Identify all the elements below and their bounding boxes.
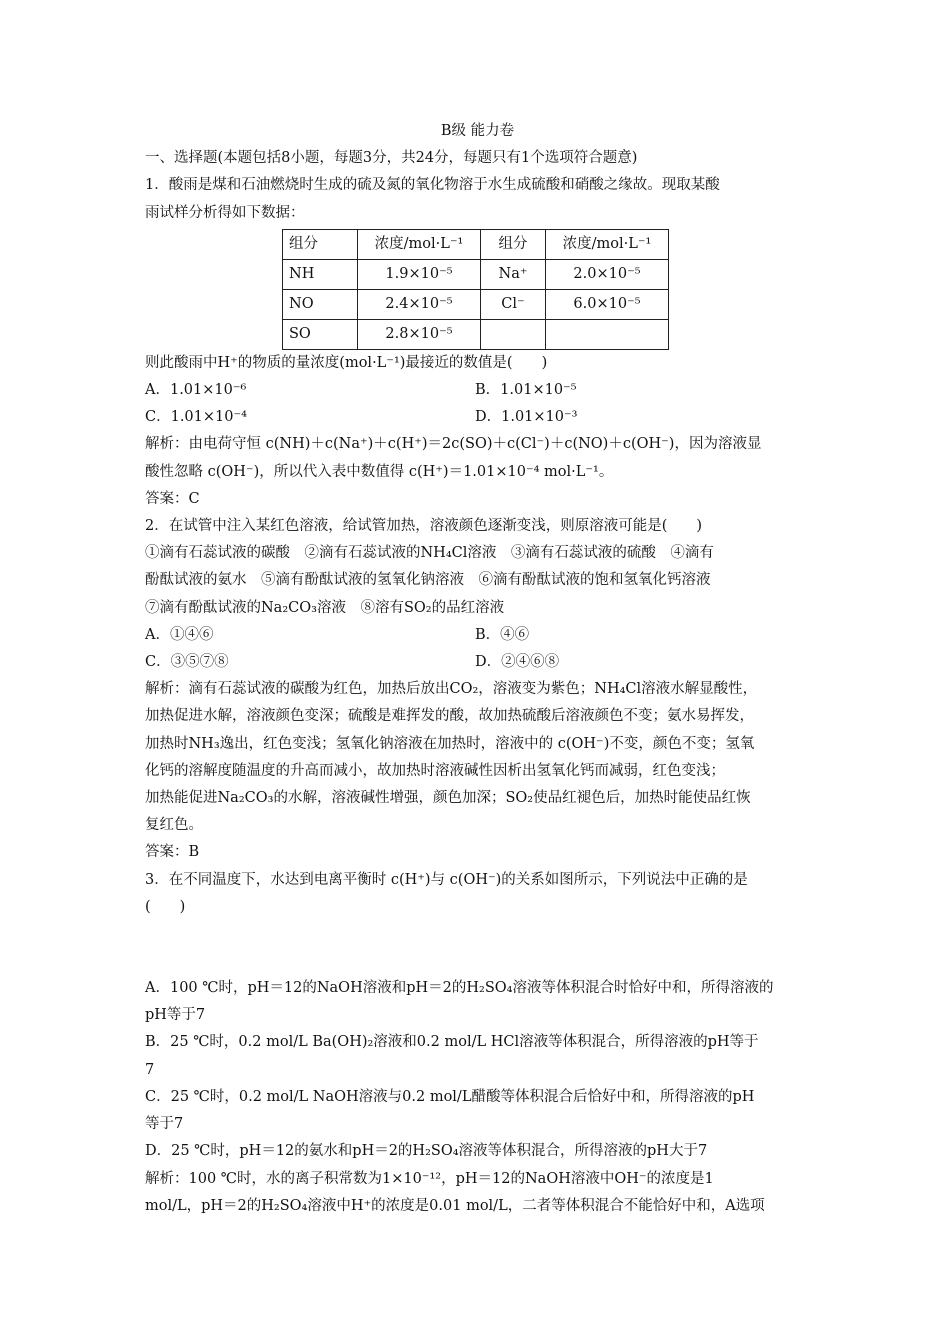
option-c: C．③⑤⑦⑧ — [145, 654, 229, 671]
q2-item-line: ①滴有石蕊试液的碳酸 ②滴有石蕊试液的NH₄Cl溶液 ③滴有石蕊试液的硫酸 ④滴有 — [145, 545, 714, 562]
table-header-row — [283, 229, 669, 259]
table-header-cell: 组分 — [481, 229, 546, 259]
option-d: D．1.01×10⁻³ — [475, 409, 578, 426]
table-cell: NH — [283, 259, 358, 289]
q3-option-line: pH等于7 — [145, 1007, 206, 1024]
option-b: B．1.01×10⁻⁵ — [475, 382, 577, 399]
q2-answer: 答案：B — [145, 844, 200, 861]
q3-option-line: B．25 ℃时，0.2 mol/L Ba(OH)₂溶液和0.2 mol/L HCl溶液等体积混合，所得溶液的pH等于 — [145, 1034, 759, 1051]
q2-analysis-line: 化钙的溶解度随温度的升高而减小，故加热时溶液碱性因析出氢氧化钙而减弱，红色变浅； — [145, 762, 725, 779]
q1-analysis-line: 酸性忽略 c(OH⁻)，所以代入表中数值得 c(H⁺)＝1.01×10⁻⁴ mol·L⁻¹。 — [145, 463, 614, 480]
option-b: B．④⑥ — [475, 626, 530, 643]
q2-item-line: ⑦滴有酚酞试液的Na₂CO₃溶液 ⑧溶有SO₂的品红溶液 — [145, 599, 505, 616]
table-cell: 1.9×10⁻⁵ — [358, 259, 481, 289]
table-cell: 2.4×10⁻⁵ — [358, 289, 481, 319]
q3-option-line: D．25 ℃时，pH＝12的氨水和pH＝2的H₂SO₄溶液等体积混合，所得溶液的pH大于7 — [145, 1143, 708, 1160]
q3-stem-line: 3．在不同温度下，水达到电离平衡时 c(H⁺)与 c(OH⁻)的关系如图所示，下列说法中正确的是 — [145, 871, 748, 888]
q2-options-row — [145, 649, 810, 676]
q1-options-row — [145, 377, 810, 404]
q1-analysis-line: 解析：由电荷守恒 c(NH)＋c(Na⁺)＋c(H⁺)＝2c(SO)＋c(Cl⁻)＋c(NO)＋c(OH⁻)，因为溶液显 — [145, 436, 762, 453]
table-header-cell: 浓度/mol·L⁻¹ — [546, 229, 669, 259]
q2-analysis-line: 加热时NH₃逸出，红色变浅；氢氧化钠溶液在加热时，溶液中的 c(OH⁻)不变，颜色不变；氢氧 — [145, 735, 755, 752]
q3-stem-line: ( ) — [145, 898, 186, 915]
q3-option-line: 7 — [145, 1061, 155, 1078]
q2-analysis-line: 复红色。 — [145, 817, 203, 834]
table-row — [283, 259, 669, 289]
table-cell: Cl⁻ — [481, 289, 546, 319]
table-cell: 6.0×10⁻⁵ — [546, 289, 669, 319]
q1-answer: 答案：C — [145, 490, 200, 507]
q2-analysis-line: 解析：滴有石蕊试液的碳酸为红色，加热后放出CO₂，溶液变为紫色；NH₄Cl溶液水解显酸性， — [145, 681, 758, 698]
q2-options-row — [145, 622, 810, 649]
table-header-cell: 浓度/mol·L⁻¹ — [358, 229, 481, 259]
q3-option-line: A．100 ℃时，pH＝12的NaOH溶液和pH＝2的H₂SO₄溶液等体积混合时恰好中和，所得溶液的 — [145, 980, 774, 997]
q1-options-row — [145, 404, 810, 431]
q2-analysis-line: 加热能促进Na₂CO₃的水解，溶液碱性增强，颜色加深；SO₂使品红褪色后，加热时能使品红恢 — [145, 790, 751, 807]
q1-stem-line: 1．酸雨是煤和石油燃烧时生成的硫及氮的氧化物溶于水生成硫酸和硝酸之缘故。现取某酸 — [145, 177, 720, 194]
q3-option-line: C．25 ℃时，0.2 mol/L NaOH溶液与0.2 mol/L醋酸等体积混合后恰好中和，所得溶液的pH — [145, 1088, 755, 1105]
section-heading: 一、选择题(本题包括8小题，每题3分，共24分，每题只有1个选项符合题意) — [145, 150, 638, 167]
table-header-cell: 组分 — [283, 229, 358, 259]
table-row — [283, 319, 669, 349]
q3-option-line: 等于7 — [145, 1116, 184, 1133]
option-c: C．1.01×10⁻⁴ — [145, 409, 247, 426]
table-cell: SO — [283, 319, 358, 349]
figure-placeholder — [145, 921, 810, 975]
q1-data-table — [282, 229, 669, 350]
option-d: D．②④⑥⑧ — [475, 654, 560, 671]
q1-question: 则此酸雨中H⁺的物质的量浓度(mol·L⁻¹)最接近的数值是( ) — [145, 354, 548, 371]
table-cell — [546, 319, 669, 349]
table-cell: 2.0×10⁻⁵ — [546, 259, 669, 289]
table-cell: NO — [283, 289, 358, 319]
table-cell: 2.8×10⁻⁵ — [358, 319, 481, 349]
option-a: A．1.01×10⁻⁶ — [145, 382, 247, 399]
q3-analysis-line: mol/L，pH＝2的H₂SO₄溶液中H⁺的浓度是0.01 mol/L，二者等体积混合不能恰好中和，A选项 — [145, 1197, 765, 1214]
document-page — [145, 118, 810, 1220]
q2-stem: 2．在试管中注入某红色溶液，给试管加热，溶液颜色逐渐变浅，则原溶液可能是( ) — [145, 518, 703, 535]
option-a: A．①④⑥ — [145, 626, 214, 643]
page-title: B级 能力卷 — [440, 123, 515, 139]
q1-stem-line: 雨试样分析得如下数据： — [145, 204, 305, 221]
table-row — [283, 289, 669, 319]
q2-analysis-line: 加热促进水解，溶液颜色变深；硫酸是难挥发的酸，故加热硫酸后溶液颜色不变；氨水易挥发， — [145, 708, 754, 725]
q3-analysis-line: 解析：100 ℃时，水的离子积常数为1×10⁻¹²，pH＝12的NaOH溶液中OH⁻的浓度是1 — [145, 1170, 714, 1187]
table-cell — [481, 319, 546, 349]
table-cell: Na⁺ — [481, 259, 546, 289]
q2-item-line: 酚酞试液的氨水 ⑤滴有酚酞试液的氢氧化钠溶液 ⑥滴有酚酞试液的饱和氢氧化钙溶液 — [145, 572, 711, 589]
